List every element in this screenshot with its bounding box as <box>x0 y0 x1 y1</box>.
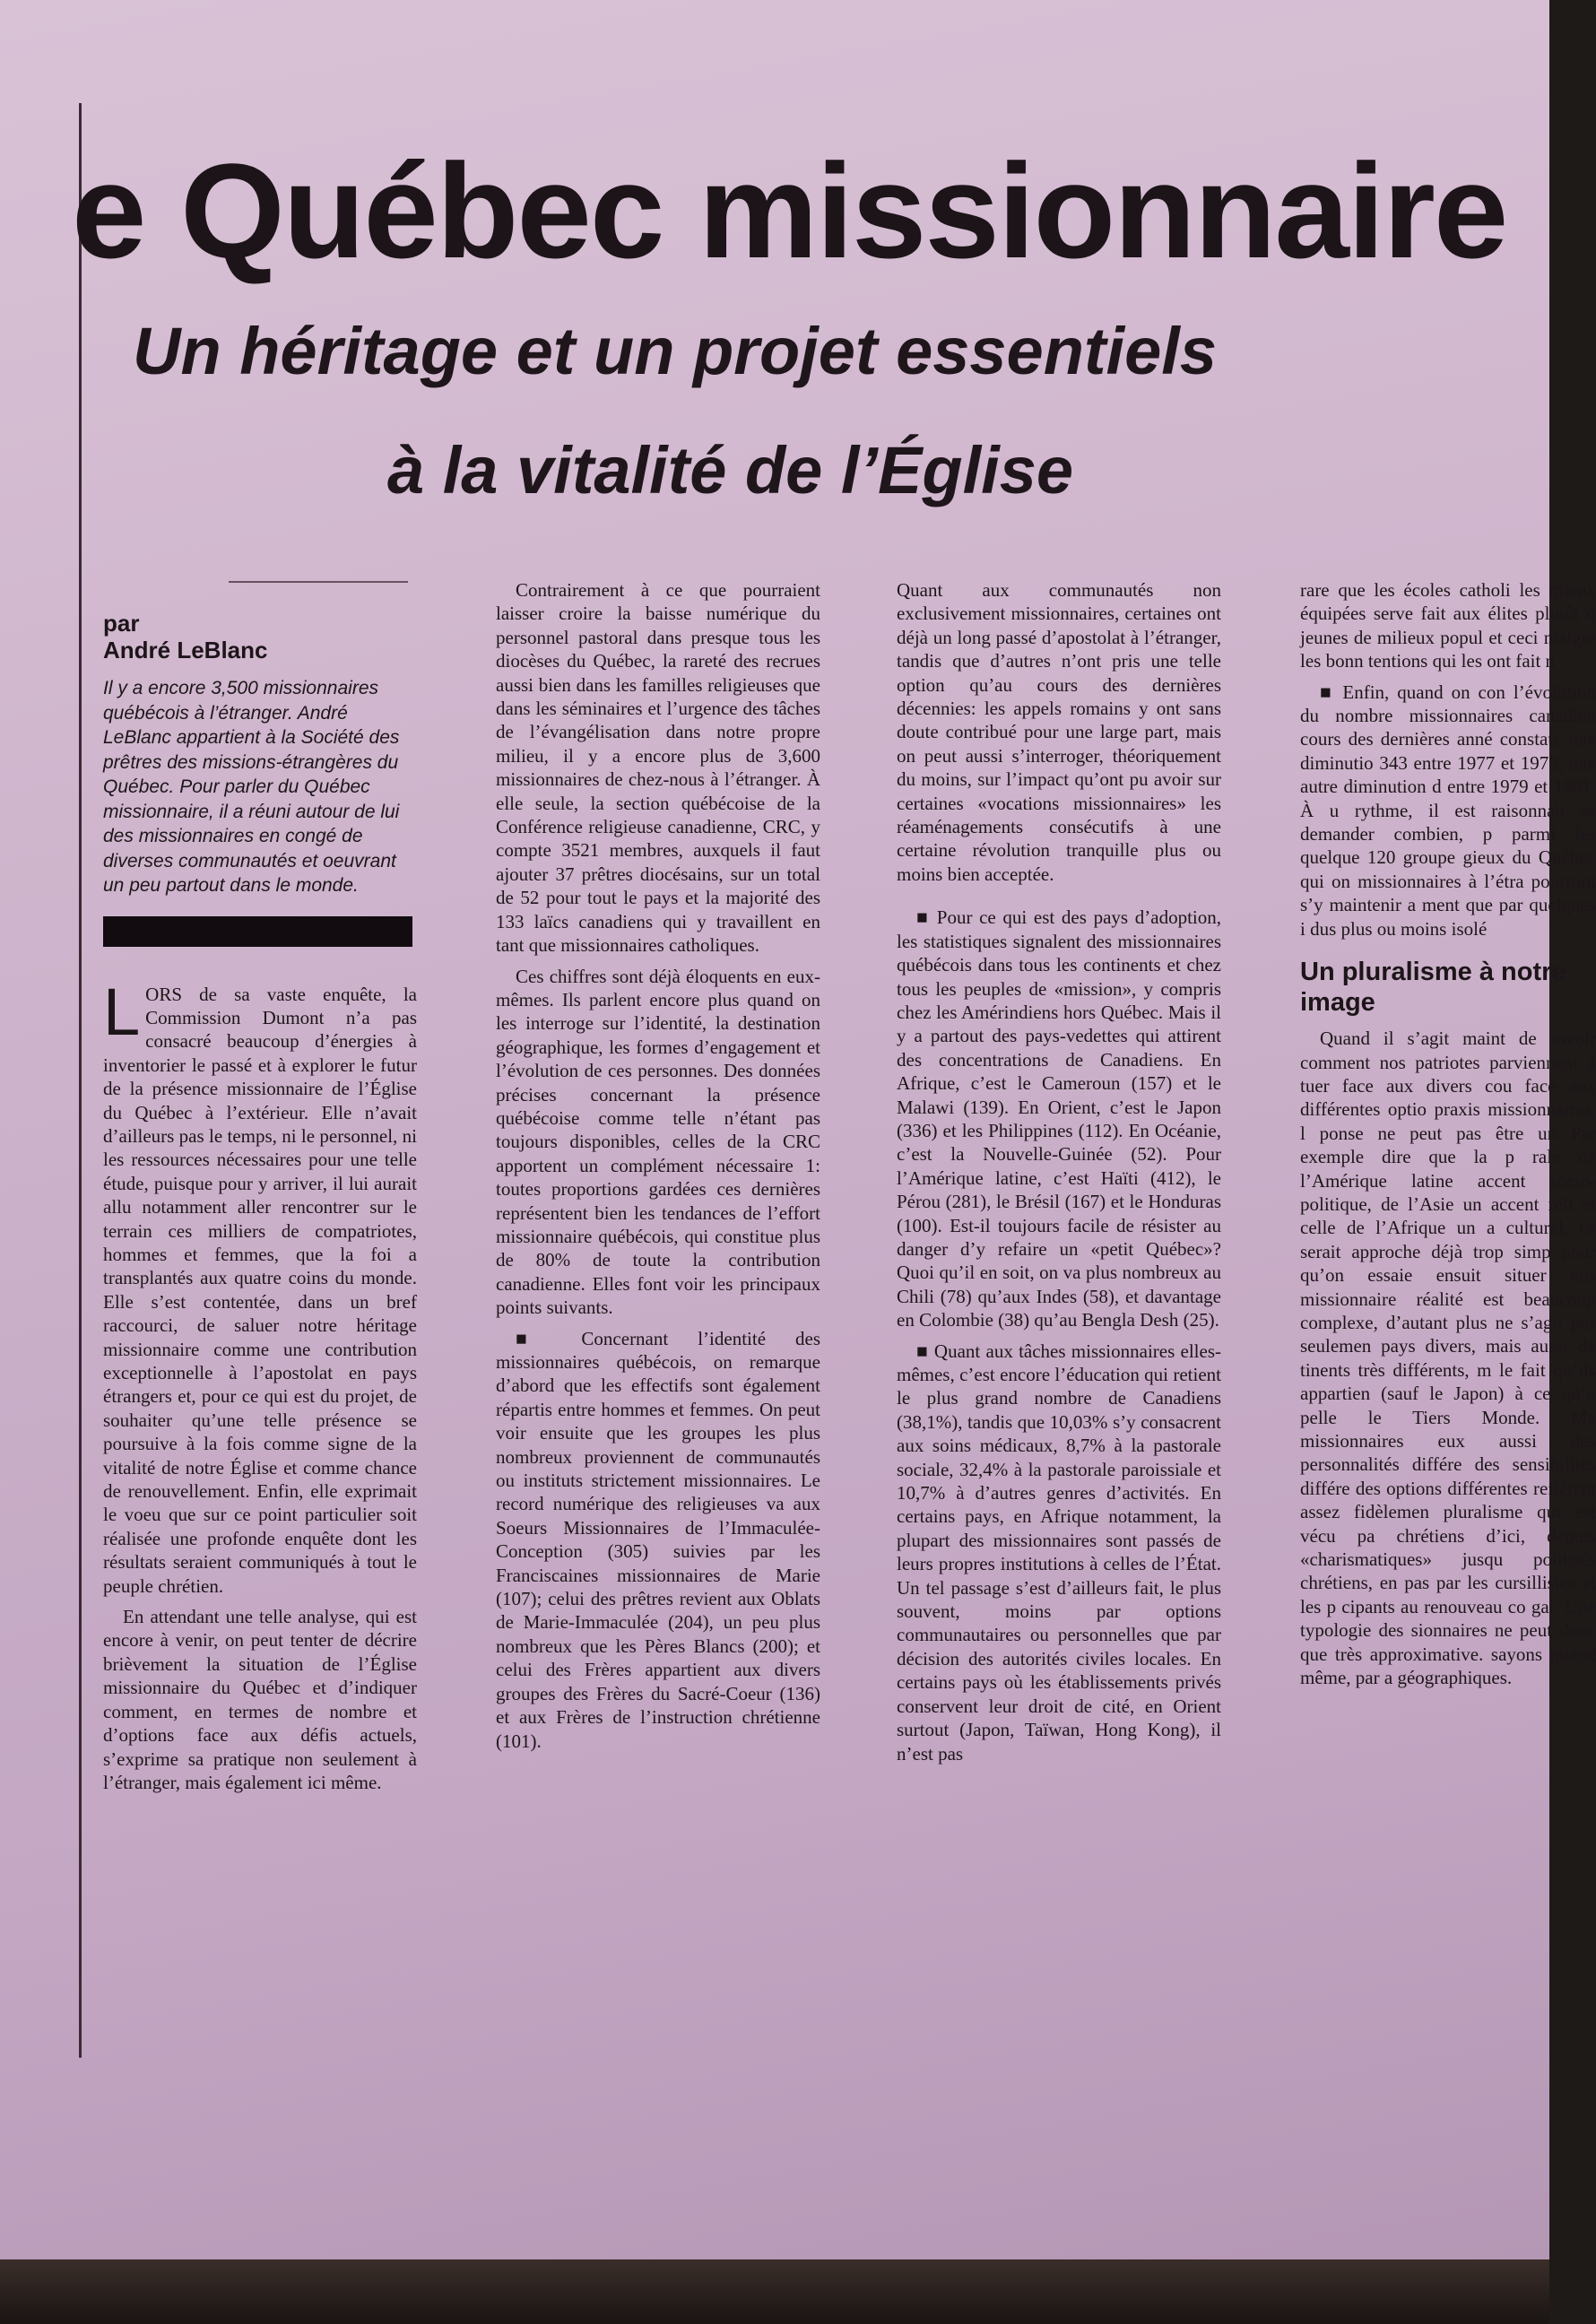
column-4-paragraph-3: Quand il s’agit maint de savoir comment nos patriotes parviennent à tuer face aux divers cou face aux différentes optio praxis missionnaires, l ponse ne peut pas être un Par exemple dire que la p rale de l’Amérique latine accent socio-politique, de l’Asie un accent reli et celle de l’Afrique un a culturel, ce serait approche déjà trop simp pour qu’on essaie ensuit situer nos missionnaire réalité est beaucoup complexe, d’autant plus ne s’agit pas seulemen pays divers, mais aussi de tinents très différents, m le fait qu’ils appartien (sauf le Japon) à ce qu’o pelle le Tiers Monde. Ma missionnaires eux aussi des personnalités différe des sensibilités différe des options différentes reflètent assez fidèlemen pluralisme qui est vécu pa chrétiens d’ici, depuis «charismatiques» jusqu politisés chrétiens, en pas par les cursillistes et les p cipants au renouveau co gal. Une typologie des sionnaires ne peut donc que très approximative. sayons quand même, par a géographiques. <box>1300 1028 1596 1689</box>
byline-rule <box>229 581 408 583</box>
column-3-paragraph-3: ■ Quant aux tâches missionnaires elles-mêmes, c’est encore l’éducation qui retient le plus grand nombre de Canadiens (38,1%), tandis que 10,03% s’y consacrent aux soins médicaux, 8,7% à la pastorale sociale, 32,4% à la pastorale paroissiale et 10,7% à d’autres genres d’activités. En certains pays, en Afrique notamment, la plupart des missionnaires sont passés de leurs propres institutions à celles de l’État. Un tel passage s’est d’ailleurs fait, le plus souvent, moins par options communautaires ou personnelles que par décision des autorités civiles locales. En certains pays où les établissements privés conservent leur droit de cité, en Orient surtout (Japon, Taïwan, Hong Kong), il n’est pas <box>897 1340 1221 1765</box>
column-2 <box>496 578 820 1760</box>
drop-cap: L <box>103 974 141 1049</box>
column-3-paragraph-2: ■ Pour ce qui est des pays d’adoption, les statistiques signalent des missionnaires québécois dans tous les continents et chez tous les peuples de «mission», y compris chez les Amérindiens hors Québec. Mais il y a partout des pays-vedettes qui attirent des concentrations de Canadiens. En Afrique, c’est le Cameroun (157) et le Malawi (139). En Orient, c’est le Japon (336) et les Philippines (112). En Océanie, c’est la Nouvelle-Guinée (52). Pour l’Amérique latine, c’est Haïti (412), le Pérou (281), le Brésil (167) et le Honduras (100). Est-il toujours facile de résister au danger d’y refaire un «petit Québec»? Quoi qu’il en soit, on va plus nombreux au Chili (78) qu’aux Indes (58), et davantage en Colombie (38) qu’au Bengla Desh (25). <box>897 906 1221 1331</box>
column-1-paragraph-1-text: ORS de sa vaste enquête, la Commission Dumont n’a pas consacré beaucoup d’énergies à inventorier le passé et à explorer le futur de la présence missionnaire de l’Église du Québec à l’extérieur. Elle n’avait d’ailleurs pas le temps, ni le personnel, ni les ressources nécessaires pour une telle étude, puisque pour y arriver, il lui aurait allu notamment aller rencontrer sur le terrain ces milliers de compatriotes, hommes et femmes, que la foi a transplantés aux quatre coins du monde. Elle s’est contentée, dans un bref raccourci, de saluer notre héritage missionnaire comme une contribution exceptionnelle à l’apostolat en pays étrangers et, pour ce qui est du projet, de souhaiter qu’une telle présence se poursuive à la fois comme signe de la vitalité de notre Église et comme chance de renouvellement. Enfin, elle exprimait le voeu que sur ce point particulier soit réalisée une profonde enquête dont les résultats seraient communiqués à tout le peuple chrétien. <box>103 983 417 1597</box>
column-4-paragraph-2: ■ Enfin, quand on con l’évolution du nombre missionnaires canadien cours des dernières anné constate une diminutio 343 entre 1977 et 1979, une autre diminution d entre 1979 et 1981. À u rythme, il est raisonnab se demander combien, p parmi les quelque 120 groupe gieux du Québec qui on missionnaires à l’étra pourront s’y maintenir a ment que par quelques i dus plus ou moins isolé <box>1300 681 1596 940</box>
subtitle-line-1: Un héritage et un projet essentiels <box>133 314 1217 388</box>
column-2-paragraph-2: Ces chiffres sont déjà éloquents en eux-mêmes. Ils parlent encore plus quand on les interroge sur l’identité, la destination géographique, les formes d’engagement et l’évolution de ces personnes. Des données précises concernant la présence québécoise comme telle n’étant pas toujours disponibles, celles de la CRC apportent un complément nécessaire 1: toutes proportions gardées ces dernières représentent bien les tendances de l’effort missionnaire québécois, qui constitue plus de 80% de toute la contribution canadienne. Elles font voir les principaux points suivants. <box>496 965 820 1319</box>
column-1 <box>103 610 417 1801</box>
black-bar <box>103 916 412 947</box>
byline-author: André LeBlanc <box>103 637 268 663</box>
column-2-paragraph-3: ■ Concernant l’identité des missionnaires québécois, on remarque d’abord que les effectifs sont également répartis entre hommes et femmes. On peut voir ensuite que les groupes les plus nombreux proviennent de communautés ou instituts strictement missionnaires. Le record numérique des religieuses va aux Soeurs Missionnaires de l’Immaculée-Conception (305) suivies par les Franciscaines missionnaires de Marie (107); celui des prêtres revient aux Oblats de Marie-Immaculée (204), un peu plus nombreux que les Pères Blancs (200); et celui des Frères appartient aux divers groupes des Frères du Sacré-Coeur (136) et aux Frères de l’instruction chrétienne (101). <box>496 1327 820 1752</box>
column-4-subhead: Un pluralisme à notre image <box>1300 958 1566 1018</box>
column-1-paragraph-2: En attendant une telle analyse, qui est encore à venir, on peut tenter de décrire brièvement la situation de l’Église missionnaire du Québec et d’indiquer comment, en termes de nombre et d’options face aux défis actuels, s’exprime sa pratique non seulement à l’étranger, mais également ici même. <box>103 1606 417 1793</box>
headline: e Québec missionnaire <box>72 135 1507 286</box>
left-column-rule <box>79 103 82 2058</box>
column-1-paragraph-1 <box>103 974 417 1599</box>
column-3 <box>897 578 1221 1773</box>
column-2-paragraph-1: Contrairement à ce que pourraient laisser croire la baisse numérique du personnel pastoral dans presque tous les diocèses du Québec, la rareté des recrues aussi bien dans les familles religieuses que dans les séminaires et l’urgence des tâches de l’évangélisation dans notre propre milieu, il y a encore plus de 3,600 missionnaires de chez-nous à l’étranger. À elle seule, la section québécoise de la Conférence religieuse canadienne, CRC, y compte 3521 membres, auxquels il faut ajouter 37 prêtres diocésains, sur un total de 52 pour tout le pays et la majorité des 133 laïcs canadiens qui y travaillent en tant que missionnaires catholiques. <box>496 579 820 957</box>
column-3-paragraph-1: Quant aux communautés non exclusivement missionnaires, certaines ont déjà un long passé d’apostolat à l’étranger, tandis que d’autres n’ont pris une telle option qu’au cours des dernières décennies: les appels romains y ont sans doute contribué pour une large part, mais on peut aussi s’interroger, théoriquement du moins, sur l’impact qu’ont pu avoir sur certaines «vocations missionnaires» les réaménagements consécutifs à une certaine révolution tranquille plus ou moins bien acceptée. <box>897 579 1221 885</box>
byline-par: par <box>103 610 140 637</box>
author-intro: Il y a encore 3,500 missionnaires québécois à l’étranger. André LeBlanc appartient à la Société des prêtres des missions-étrangères du Québec. Pour parler du Québec missionnaire, il a réuni autour de lui des missionnaires en congé de diverses communautés et oeuvrant un peu partout dans le monde. <box>103 678 400 896</box>
background-surface <box>0 2259 1549 2324</box>
column-4-paragraph-1: rare que les écoles catholi les mieux équipées serve fait aux élites plutôt q jeunes de milieux popul et ceci malgré les bonn tentions qui les ont fait n <box>1300 579 1596 672</box>
subtitle-line-2: à la vitalité de l’Église <box>387 433 1074 507</box>
column-4 <box>1300 578 1596 1696</box>
